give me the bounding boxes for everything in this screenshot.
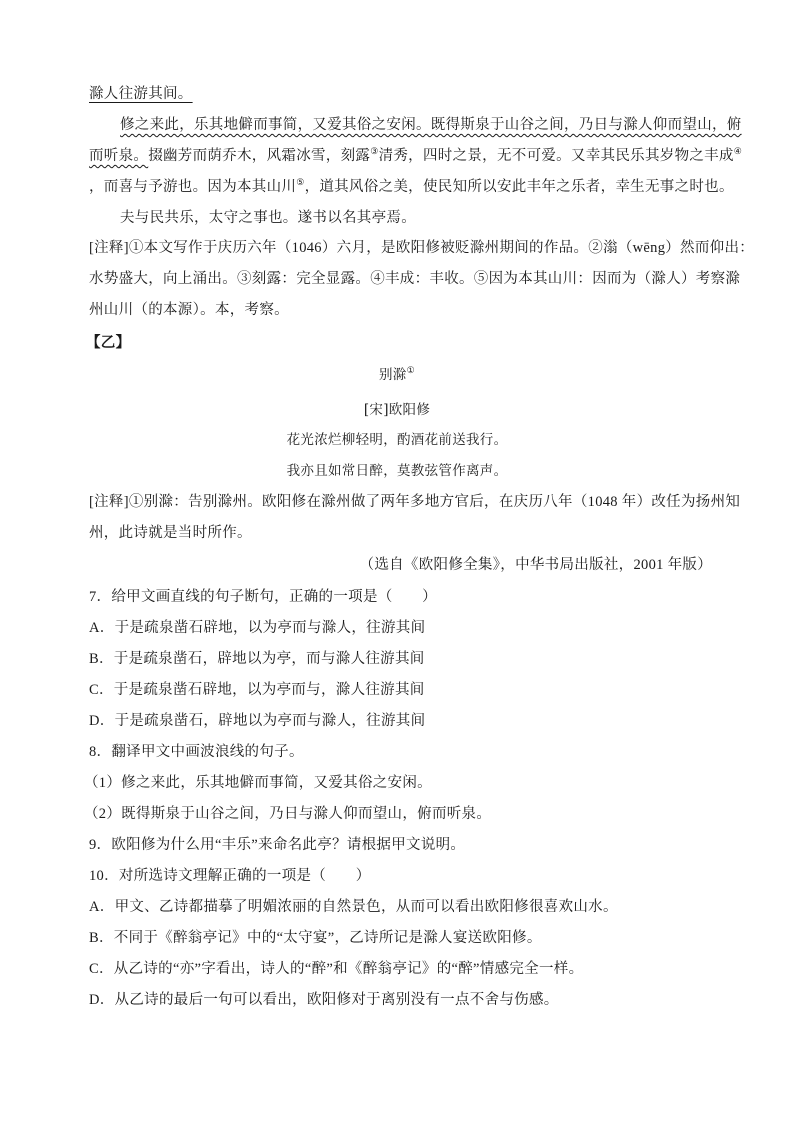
note-line: 水势盛大，向上涌出。③刻露：完全显露。④丰成：丰收。⑤因为本其山川：因而为（滁人）考察滁 [89, 271, 741, 287]
poem-title: 别滁① [379, 366, 415, 383]
passage-line [120, 113, 742, 134]
option-b: B．不同于《醉翁亭记》中的“太守宴”，乙诗所记是滁人宴送欧阳修。 [89, 930, 542, 946]
question-8: 8．翻译甲文中画波浪线的句子。 [89, 744, 304, 760]
passage-text: 掇幽芳而荫乔木，风霜冰雪，刻露 [148, 148, 371, 164]
poem-verse: 我亦且如常日醉，莫教弦管作离声。 [286, 463, 508, 479]
passage-text: ，道其风俗之美，使民知所以安此丰年之乐者，幸生无事之时也。 [304, 179, 734, 195]
footnote-marker: ④ [733, 147, 743, 157]
footnote-marker: ⑤ [296, 178, 305, 188]
wavy-underlined-text: 修之来此，乐其地僻而事简，又爱其俗之安闲。既得斯泉于山谷之间，乃日与滁人仰而望山，俯 [120, 117, 742, 133]
subquestion: （2）既得斯泉于山谷之间，乃日与滁人仰而望山，俯而听泉。 [84, 806, 492, 822]
passage-text: ，而喜与予游也。因为本其山川 [89, 179, 297, 195]
option-a: A．甲文、乙诗都描摹了明媚浓丽的自然景色，从而可以看出欧阳修很喜欢山水。 [89, 899, 618, 915]
passage-text: 清秀，四时之景，无不可爱。又幸其民乐其岁物之丰成 [378, 148, 734, 164]
question-7: 7．给甲文画直线的句子断句，正确的一项是（ ） [89, 589, 437, 605]
passage-line: 滁人往游其间。 [89, 86, 193, 102]
footnote-marker: ③ [370, 147, 379, 157]
section-label: 【乙】 [86, 335, 131, 351]
wavy-underlined-text: 而听泉。 [89, 148, 149, 164]
poem-verse: 花光浓烂柳轻明，酌酒花前送我行。 [286, 432, 508, 448]
option-c: C．从乙诗的“亦”字看出，诗人的“醉”和《醉翁亭记》的“醉”情感完全一样。 [89, 961, 584, 977]
passage-line [89, 175, 734, 196]
question-10: 10．对所选诗文理解正确的一项是（ ） [89, 868, 371, 884]
note-line: [注释]①本文写作于庆历六年（1046）六月，是欧阳修被贬滁州期间的作品。②滃（wēng）然而仰出： [89, 240, 755, 256]
question-9: 9．欧阳修为什么用“丰乐”来命名此亭？请根据甲文说明。 [89, 837, 466, 853]
note-line: 州山川（的本源）。本，考察。 [89, 302, 289, 318]
passage-line [89, 144, 742, 165]
option-a: A．于是疏泉凿石辟地，以为亭而与滁人，往游其间 [89, 620, 426, 636]
poem-author: [宋]欧阳修 [363, 402, 431, 418]
option-b: B．于是疏泉凿石，辟地以为亭，而与滁人往游其间 [89, 651, 425, 667]
source-citation: （选自《欧阳修全集》，中华书局出版社，2001 年版） [359, 557, 712, 573]
note-line: 州，此诗就是当时所作。 [89, 525, 252, 541]
option-c: C．于是疏泉凿石辟地，以为亭而与，滁人往游其间 [89, 682, 425, 698]
subquestion: （1）修之来此，乐其地僻而事简，又爱其俗之安闲。 [84, 775, 432, 791]
option-d: D．从乙诗的最后一句可以看出，欧阳修对于离别没有一点不舍与伤感。 [89, 992, 559, 1008]
passage-line: 夫与民共乐，太守之事也。遂书以名其亭焉。 [120, 210, 416, 226]
option-d: D．于是疏泉凿石，辟地以为亭而与滁人，往游其间 [89, 713, 426, 729]
note-line: [注释]①别滁：告别滁州。欧阳修在滁州做了两年多地方官后，在庆历八年（1048 年）改任为扬州知 [89, 494, 741, 510]
